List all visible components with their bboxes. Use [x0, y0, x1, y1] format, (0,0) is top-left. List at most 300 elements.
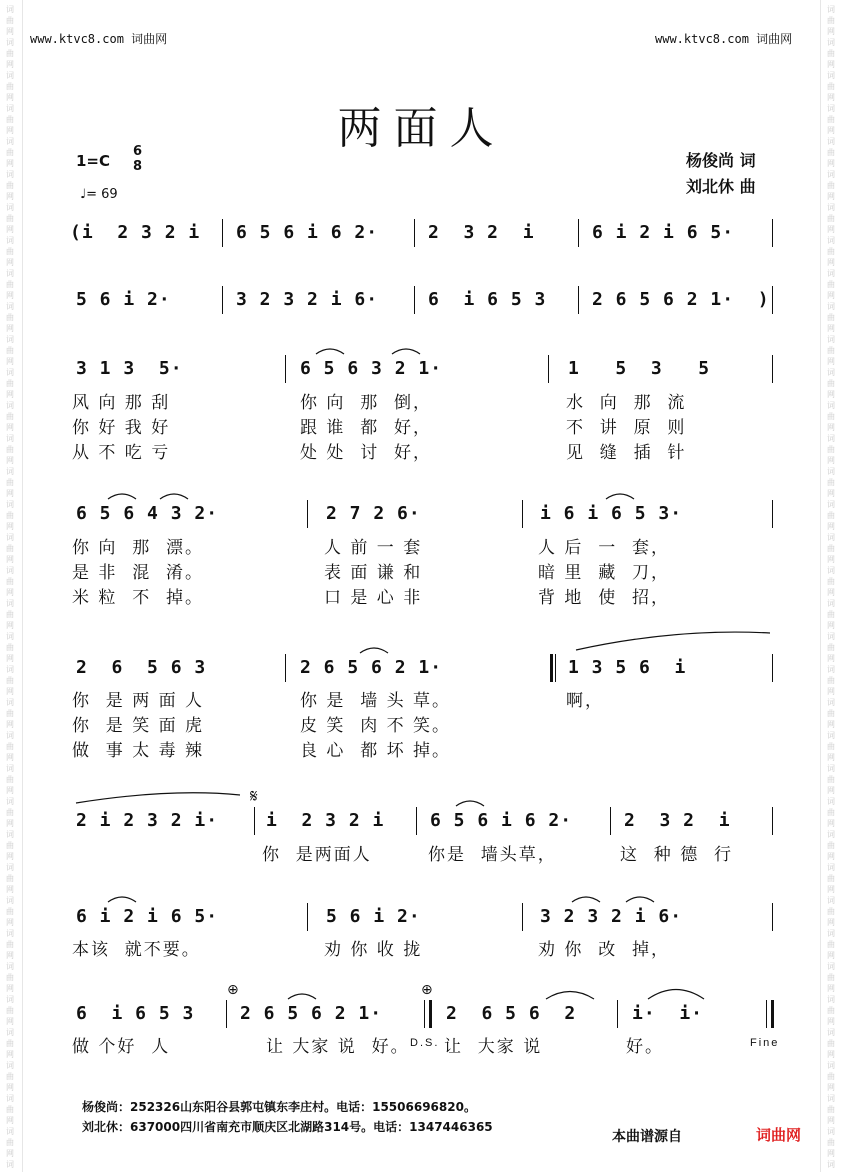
tie-arc	[288, 994, 316, 999]
watermark-glyph: 网	[827, 984, 835, 993]
lyric-line: 劝 你 收 拢	[324, 940, 423, 960]
watermark-glyph: 词	[827, 71, 835, 80]
lyricist-credit: 杨俊尚 词	[686, 151, 756, 170]
watermark-glyph: 网	[827, 423, 835, 432]
measure-8-2: 2 6 5 6 2 1·	[240, 1003, 383, 1024]
barline	[414, 286, 415, 314]
watermark-glyph: 曲	[827, 676, 835, 685]
watermark-glyph: 曲	[6, 148, 14, 157]
watermark-glyph: 词	[827, 797, 835, 806]
watermark-glyph: 词	[6, 1061, 14, 1070]
watermark-glyph: 词	[827, 632, 835, 641]
watermark-glyph: 曲	[827, 544, 835, 553]
watermark-glyph: 网	[827, 1017, 835, 1026]
watermark-glyph: 曲	[6, 775, 14, 784]
lyric-line: 这 种 德 行	[620, 845, 734, 865]
watermark-glyph: 词	[827, 104, 835, 113]
lyric-verse-3: 见 缝 插 针	[566, 443, 687, 463]
watermark-glyph: 曲	[827, 973, 835, 982]
watermark-glyph: 词	[827, 269, 835, 278]
watermark-glyph: 网	[6, 786, 14, 795]
watermark-glyph: 曲	[827, 1072, 835, 1081]
watermark-glyph: 曲	[6, 643, 14, 652]
watermark-glyph: 网	[6, 93, 14, 102]
watermark-glyph: 词	[6, 38, 14, 47]
watermark-glyph: 词	[6, 632, 14, 641]
watermark-glyph: 网	[827, 1149, 835, 1158]
measure-5-3: 1 3 5 6 i	[568, 657, 687, 678]
watermark-glyph: 网	[827, 753, 835, 762]
measure-7-2: 5 6 i 2·	[326, 906, 421, 927]
watermark-glyph: 网	[6, 1083, 14, 1092]
lyric-verse-2: 跟 谁 都 好，	[300, 418, 433, 438]
barline	[772, 500, 773, 528]
tie-arc	[392, 349, 420, 354]
lyric-verse-2: 是 非 混 淆。	[72, 563, 205, 583]
watermark-glyph: 曲	[6, 610, 14, 619]
repeat-start-barline	[550, 654, 553, 682]
watermark-glyph: 曲	[6, 16, 14, 25]
barline	[772, 807, 773, 835]
measure-2-2: 3 2 3 2 i 6·	[236, 289, 379, 310]
final-barline-thick	[771, 1000, 774, 1028]
watermark-glyph: 词	[827, 533, 835, 542]
watermark-glyph: 词	[6, 500, 14, 509]
barline	[548, 355, 549, 383]
watermark-glyph: 网	[6, 489, 14, 498]
watermark-glyph: 词	[6, 434, 14, 443]
barline	[285, 355, 286, 383]
watermark-glyph: 词	[6, 467, 14, 476]
lyric-verse-3: 良 心 都 坏 掉。	[300, 741, 452, 761]
barline	[414, 219, 415, 247]
lyric-verse-1: 人 后 一 套，	[538, 538, 671, 558]
lyric-verse-1: 你 向 那 倒，	[300, 393, 433, 413]
lyric-line: 好。	[626, 1037, 664, 1057]
measure-7-1: 6 i 2 i 6 5·	[76, 906, 219, 927]
watermark-glyph: 网	[6, 885, 14, 894]
watermark-glyph: 网	[6, 1116, 14, 1125]
watermark-glyph: 网	[6, 291, 14, 300]
watermark-glyph: 网	[827, 60, 835, 69]
watermark-glyph: 网	[6, 192, 14, 201]
coda-sign: ⊕	[227, 982, 239, 998]
watermark-glyph: 词	[6, 1127, 14, 1136]
watermark-glyph: 曲	[6, 379, 14, 388]
watermark-glyph: 词	[827, 302, 835, 311]
watermark-glyph: 词	[827, 1061, 835, 1070]
watermark-glyph: 词	[6, 401, 14, 410]
watermark-glyph: 网	[6, 1050, 14, 1059]
measure-1-2: 6 5 6 i 6 2·	[236, 222, 379, 243]
watermark-glyph: 词	[827, 665, 835, 674]
tie-arc	[572, 897, 600, 902]
lyric-line: 你 是两面人	[262, 845, 372, 865]
watermark-glyph: 曲	[827, 280, 835, 289]
tie-arc	[108, 897, 136, 902]
segno-sign: 𝄋	[250, 786, 258, 807]
watermark-glyph: 曲	[827, 643, 835, 652]
lyric-verse-2: 你 是 笑 面 虎	[72, 716, 205, 736]
measure-8-4: i· i·	[632, 1003, 704, 1024]
watermark-glyph: 曲	[827, 907, 835, 916]
slur-arc	[576, 632, 770, 650]
watermark-glyph: 词	[6, 203, 14, 212]
watermark-glyph: 曲	[6, 49, 14, 58]
watermark-glyph: 词	[827, 335, 835, 344]
watermark-glyph: 网	[827, 588, 835, 597]
site-logo[interactable]: 词曲网	[756, 1126, 802, 1144]
tie-arc	[160, 494, 188, 499]
watermark-glyph: 网	[6, 687, 14, 696]
watermark-glyph: 网	[827, 720, 835, 729]
watermark-glyph: 曲	[6, 577, 14, 586]
watermark-glyph: 词	[827, 401, 835, 410]
watermark-glyph: 网	[827, 951, 835, 960]
watermark-glyph: 词	[6, 566, 14, 575]
watermark-glyph: 曲	[6, 841, 14, 850]
watermark-glyph: 曲	[6, 973, 14, 982]
watermark-glyph: 网	[6, 423, 14, 432]
measure-6-1: 2 i 2 3 2 i·	[76, 810, 219, 831]
watermark-glyph: 词	[827, 896, 835, 905]
measure-1-1: (i 2 3 2 i	[70, 222, 201, 243]
barline	[555, 654, 556, 682]
watermark-glyph: 词	[6, 533, 14, 542]
watermark-glyph: 曲	[827, 1006, 835, 1015]
watermark-glyph: 词	[827, 203, 835, 212]
watermark-glyph: 词	[827, 38, 835, 47]
watermark-glyph: 词	[827, 962, 835, 971]
watermark-glyph: 网	[6, 621, 14, 630]
watermark-glyph: 词	[6, 962, 14, 971]
watermark-glyph: 曲	[6, 1138, 14, 1147]
watermark-glyph: 曲	[827, 115, 835, 124]
lyricist-contact: 杨俊尚：252326山东阳谷县郭屯镇东李庄村。电话：15506696820。	[82, 1100, 476, 1114]
watermark-glyph: 网	[6, 753, 14, 762]
watermark-glyph: 曲	[6, 676, 14, 685]
watermark-glyph: 网	[6, 852, 14, 861]
watermark-glyph: 网	[827, 192, 835, 201]
measure-6-2: i 2 3 2 i	[266, 810, 385, 831]
barline	[772, 654, 773, 682]
watermark-glyph: 词	[827, 830, 835, 839]
watermark-glyph: 曲	[827, 313, 835, 322]
lyric-verse-3: 从 不 吃 亏	[72, 443, 171, 463]
source-label: 本曲谱源自	[612, 1129, 682, 1145]
barline	[772, 286, 773, 314]
watermark-glyph: 曲	[827, 577, 835, 586]
measure-3-2: 6 5 6 3 2 1·	[300, 358, 443, 379]
watermark-glyph: 网	[827, 522, 835, 531]
composer-credit: 刘北休 曲	[686, 177, 756, 196]
watermark-glyph: 网	[827, 885, 835, 894]
watermark-glyph: 词	[6, 599, 14, 608]
left-watermark-strip	[0, 0, 23, 1172]
coda-sign: ⊕	[421, 982, 433, 998]
slur-arc	[648, 990, 704, 1000]
watermark-glyph: 网	[827, 918, 835, 927]
measure-8-1: 6 i 6 5 3	[76, 1003, 195, 1024]
watermark-glyph: 曲	[6, 478, 14, 487]
watermark-glyph: 曲	[827, 511, 835, 520]
watermark-glyph: 曲	[6, 280, 14, 289]
watermark-glyph: 词	[827, 566, 835, 575]
watermark-glyph: 词	[6, 137, 14, 146]
watermark-glyph: 网	[6, 126, 14, 135]
watermark-glyph: 网	[6, 918, 14, 927]
watermark-glyph: 词	[6, 665, 14, 674]
measure-2-3: 6 i 6 5 3	[428, 289, 547, 310]
tempo-marking: ♩= 69	[80, 187, 118, 202]
watermark-glyph: 词	[6, 1094, 14, 1103]
tie-arc	[626, 897, 654, 902]
lyric-verse-3: 做 事 太 毒 辣	[72, 741, 205, 761]
watermark-glyph: 网	[6, 159, 14, 168]
barline	[578, 286, 579, 314]
measure-5-2: 2 6 5 6 2 1·	[300, 657, 443, 678]
watermark-glyph: 网	[827, 654, 835, 663]
lyric-verse-3: 背 地 使 招，	[538, 588, 671, 608]
barline	[522, 903, 523, 931]
watermark-glyph: 词	[6, 731, 14, 740]
watermark-glyph: 曲	[827, 49, 835, 58]
watermark-glyph: 网	[827, 390, 835, 399]
watermark-glyph: 网	[827, 819, 835, 828]
watermark-glyph: 词	[6, 1028, 14, 1037]
watermark-glyph: 词	[6, 236, 14, 245]
watermark-glyph: 曲	[827, 478, 835, 487]
watermark-glyph: 词	[6, 269, 14, 278]
watermark-glyph: 词	[6, 5, 14, 14]
tie-arc	[316, 349, 344, 354]
watermark-glyph: 词	[6, 170, 14, 179]
watermark-glyph: 曲	[6, 313, 14, 322]
watermark-glyph: 词	[827, 1160, 835, 1169]
measure-6-3: 6 5 6 i 6 2·	[430, 810, 573, 831]
watermark-glyph: 词	[6, 335, 14, 344]
watermark-glyph: 词	[6, 71, 14, 80]
watermark-glyph: 曲	[827, 379, 835, 388]
barline	[307, 500, 308, 528]
watermark-glyph: 曲	[6, 346, 14, 355]
watermark-glyph: 曲	[827, 940, 835, 949]
watermark-glyph: 网	[827, 27, 835, 36]
watermark-glyph: 曲	[6, 742, 14, 751]
measure-4-2: 2 7 2 6·	[326, 503, 421, 524]
watermark-glyph: 网	[827, 786, 835, 795]
barline	[772, 355, 773, 383]
site-url-left[interactable]: www.ktvc8.com 词曲网	[30, 32, 168, 46]
watermark-glyph: 词	[827, 1094, 835, 1103]
watermark-glyph: 词	[6, 368, 14, 377]
lyric-verse-2: 不 讲 原 则	[566, 418, 687, 438]
repeat-end-barline	[429, 1000, 432, 1028]
tie-arc	[606, 494, 634, 499]
tie-arc	[108, 494, 136, 499]
watermark-glyph: 词	[827, 1127, 835, 1136]
lyric-line: 让 大家 说	[444, 1037, 543, 1057]
measure-4-1: 6 5 6 4 3 2·	[76, 503, 219, 524]
lyric-verse-1: 水 向 那 流	[566, 393, 687, 413]
watermark-glyph: 词	[827, 599, 835, 608]
watermark-glyph: 曲	[827, 445, 835, 454]
lyric-line: 做 个好 人	[72, 1037, 171, 1057]
watermark-glyph: 网	[827, 456, 835, 465]
watermark-glyph: 曲	[6, 874, 14, 883]
watermark-glyph: 词	[827, 1028, 835, 1037]
time-signature: 6 8	[133, 144, 143, 174]
watermark-glyph: 网	[827, 324, 835, 333]
final-barline	[766, 1000, 767, 1028]
watermark-glyph: 网	[6, 654, 14, 663]
watermark-glyph: 网	[827, 1083, 835, 1092]
watermark-glyph: 网	[827, 1050, 835, 1059]
fine-mark: Fine	[750, 1037, 780, 1049]
watermark-glyph: 网	[6, 225, 14, 234]
watermark-glyph: 网	[827, 1116, 835, 1125]
measure-6-4: 2 3 2 i	[624, 810, 731, 831]
composer-contact: 刘北休：637000四川省南充市顺庆区北湖路314号。电话：1347446365	[82, 1120, 493, 1134]
watermark-glyph: 网	[6, 27, 14, 36]
barline	[610, 807, 611, 835]
lyric-line: 让 大家 说 好。	[266, 1037, 410, 1057]
watermark-glyph: 曲	[6, 82, 14, 91]
slur-arc	[76, 793, 240, 803]
measure-1-4: 6 i 2 i 6 5·	[592, 222, 735, 243]
watermark-glyph: 曲	[827, 148, 835, 157]
tie-arc	[456, 801, 484, 806]
watermark-glyph: 曲	[6, 1105, 14, 1114]
watermark-glyph: 网	[6, 1017, 14, 1026]
key-signature: 1=C	[76, 152, 111, 170]
barline	[424, 1000, 425, 1028]
watermark-glyph: 网	[827, 225, 835, 234]
watermark-glyph: 曲	[827, 247, 835, 256]
watermark-glyph: 网	[6, 324, 14, 333]
watermark-glyph: 网	[6, 390, 14, 399]
measure-8-3: 2 6 5 6 2	[446, 1003, 577, 1024]
barline	[416, 807, 417, 835]
watermark-glyph: 词	[6, 302, 14, 311]
measure-1-3: 2 3 2 i	[428, 222, 535, 243]
lyric-verse-1: 你 是 两 面 人	[72, 691, 205, 711]
watermark-glyph: 曲	[6, 940, 14, 949]
lyric-verse-1: 风 向 那 刮	[72, 393, 171, 413]
watermark-glyph: 词	[827, 500, 835, 509]
measure-3-3: 1 5 3 5	[568, 358, 711, 379]
lyric-verse-2: 暗 里 藏 刀，	[538, 563, 671, 583]
watermark-glyph: 网	[6, 60, 14, 69]
watermark-glyph: 网	[827, 489, 835, 498]
watermark-glyph: 网	[6, 720, 14, 729]
watermark-glyph: 词	[827, 929, 835, 938]
lyric-verse-2: 皮 笑 肉 不 笑。	[300, 716, 452, 736]
watermark-glyph: 曲	[827, 841, 835, 850]
watermark-glyph: 网	[827, 258, 835, 267]
watermark-glyph: 网	[827, 126, 835, 135]
watermark-glyph: 曲	[6, 445, 14, 454]
watermark-glyph: 词	[6, 764, 14, 773]
watermark-glyph: 曲	[827, 775, 835, 784]
tie-arc	[360, 648, 388, 653]
lyric-verse-3: 米 粒 不 掉。	[72, 588, 205, 608]
measure-2-1: 5 6 i 2·	[76, 289, 171, 310]
watermark-glyph: 词	[6, 896, 14, 905]
barline	[307, 903, 308, 931]
watermark-glyph: 网	[6, 984, 14, 993]
da-segno-mark: D.S.	[410, 1037, 440, 1049]
watermark-glyph: 网	[6, 1149, 14, 1158]
watermark-glyph: 曲	[827, 874, 835, 883]
watermark-glyph: 词	[6, 104, 14, 113]
watermark-glyph: 曲	[6, 511, 14, 520]
watermark-glyph: 曲	[6, 709, 14, 718]
watermark-glyph: 网	[6, 357, 14, 366]
watermark-glyph: 词	[827, 764, 835, 773]
watermark-glyph: 网	[6, 555, 14, 564]
watermark-glyph: 词	[827, 236, 835, 245]
watermark-glyph: 词	[827, 731, 835, 740]
lyric-line: 你是 墙头草，	[428, 845, 557, 865]
watermark-glyph: 曲	[827, 82, 835, 91]
watermark-glyph: 词	[6, 830, 14, 839]
song-title: 两面人	[337, 103, 506, 154]
watermark-glyph: 词	[6, 929, 14, 938]
watermark-glyph: 曲	[827, 1039, 835, 1048]
watermark-glyph: 曲	[6, 907, 14, 916]
watermark-glyph: 词	[6, 698, 14, 707]
watermark-glyph: 网	[6, 951, 14, 960]
watermark-glyph: 曲	[6, 808, 14, 817]
watermark-glyph: 曲	[827, 16, 835, 25]
watermark-glyph: 曲	[827, 346, 835, 355]
barline	[222, 219, 223, 247]
watermark-glyph: 曲	[6, 247, 14, 256]
watermark-glyph: 曲	[6, 181, 14, 190]
watermark-glyph: 词	[6, 863, 14, 872]
watermark-glyph: 网	[6, 258, 14, 267]
slur-arc	[546, 992, 594, 1000]
measure-4-3: i 6 i 6 5 3·	[540, 503, 683, 524]
watermark-glyph: 词	[827, 698, 835, 707]
watermark-glyph: 曲	[827, 181, 835, 190]
watermark-glyph: 曲	[827, 214, 835, 223]
barline	[254, 807, 255, 835]
watermark-glyph: 曲	[6, 1039, 14, 1048]
watermark-glyph: 网	[827, 159, 835, 168]
lyric-verse-1: 人 前 一 套	[324, 538, 423, 558]
watermark-glyph: 词	[6, 797, 14, 806]
watermark-glyph: 曲	[6, 214, 14, 223]
lyric-verse-3: 处 处 讨 好，	[300, 443, 433, 463]
watermark-glyph: 曲	[827, 1138, 835, 1147]
barline	[285, 654, 286, 682]
lyric-verse-2: 表 面 谦 和	[324, 563, 423, 583]
watermark-glyph: 词	[827, 467, 835, 476]
barline	[226, 1000, 227, 1028]
lyric-verse-2: 你 好 我 好	[72, 418, 171, 438]
watermark-glyph: 网	[6, 588, 14, 597]
lyric-line: 劝 你 改 掉，	[538, 940, 671, 960]
site-url-right[interactable]: www.ktvc8.com 词曲网	[655, 32, 793, 46]
measure-2-4: 2 6 5 6 2 1· )	[592, 289, 770, 310]
barline	[222, 286, 223, 314]
watermark-glyph: 词	[827, 434, 835, 443]
barline	[772, 219, 773, 247]
barline	[578, 219, 579, 247]
watermark-glyph: 词	[827, 137, 835, 146]
